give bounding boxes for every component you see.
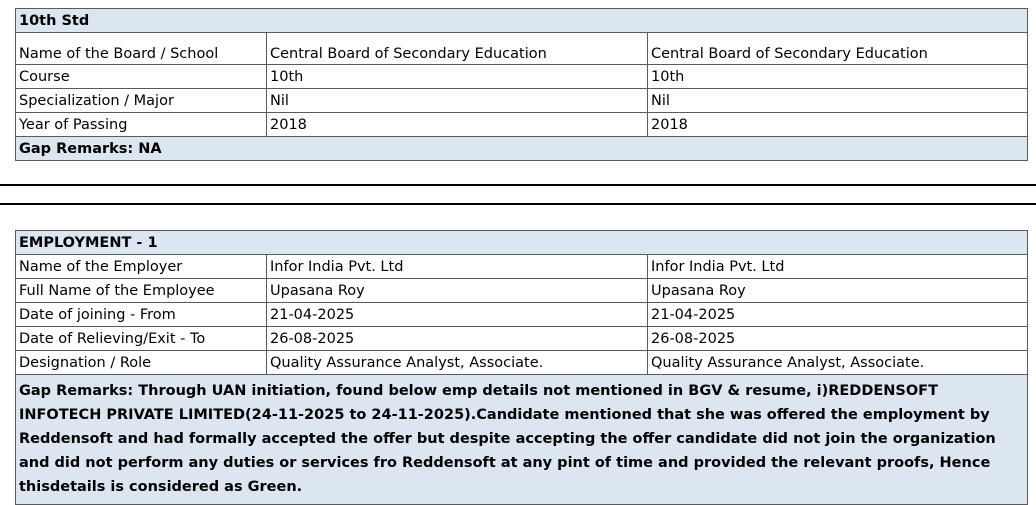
row-label: Date of Relieving/Exit - To: [16, 327, 267, 351]
row-label: Year of Passing: [16, 113, 267, 137]
row-value-2: Quality Assurance Analyst, Associate.: [648, 351, 1028, 375]
row-value-1: Nil: [267, 89, 648, 113]
row-value-1: 2018: [267, 113, 648, 137]
employment-table: [15, 230, 1028, 505]
row-label: Designation / Role: [16, 351, 267, 375]
row-value-2: 2018: [648, 113, 1028, 137]
employment-gap-remarks: Gap Remarks: Through UAN initiation, found below emp details not mentioned in BGV & resume, i)REDDENSOFT INFOTECH PRIVATE LIMITED(24-11-2025 to 24-11-2025).Candidate mentioned that she was offered the employment by Reddensoft and had formally accepted the offer but despite accepting the offer candidate did not join the organization and did not perform any duties or services fro Reddensoft at any pint of time and provided the relevant proofs, Hence thisdetails is considered as Green.: [16, 375, 1028, 505]
row-value-2: Central Board of Secondary Education: [648, 33, 1028, 65]
row-value-2: Upasana Roy: [648, 279, 1028, 303]
education-table: [15, 8, 1028, 161]
row-label: Date of joining - From: [16, 303, 267, 327]
divider-line: [0, 203, 1036, 205]
row-label: Name of the Board / School: [16, 33, 267, 65]
row-value-2: 21-04-2025: [648, 303, 1028, 327]
table-row: [16, 89, 1028, 113]
row-value-2: Infor India Pvt. Ltd: [648, 255, 1028, 279]
divider-line: [0, 184, 1036, 186]
education-gap-remarks: Gap Remarks: NA: [16, 137, 1028, 161]
row-value-1: 10th: [267, 65, 648, 89]
row-value-2: 26-08-2025: [648, 327, 1028, 351]
row-value-1: Upasana Roy: [267, 279, 648, 303]
education-title: 10th Std: [16, 9, 1028, 33]
row-label: Full Name of the Employee: [16, 279, 267, 303]
table-row: [16, 279, 1028, 303]
table-row: [16, 113, 1028, 137]
row-value-1: Central Board of Secondary Education: [267, 33, 648, 65]
row-label: Course: [16, 65, 267, 89]
row-value-1: 21-04-2025: [267, 303, 648, 327]
row-value-1: 26-08-2025: [267, 327, 648, 351]
table-row: [16, 303, 1028, 327]
table-row: [16, 33, 1028, 65]
row-value-1: Quality Assurance Analyst, Associate.: [267, 351, 648, 375]
row-label: Specialization / Major: [16, 89, 267, 113]
table-row: [16, 65, 1028, 89]
row-value-1: Infor India Pvt. Ltd: [267, 255, 648, 279]
row-value-2: 10th: [648, 65, 1028, 89]
row-value-2: Nil: [648, 89, 1028, 113]
employment-title: EMPLOYMENT - 1: [16, 231, 1028, 255]
table-row: [16, 327, 1028, 351]
row-label: Name of the Employer: [16, 255, 267, 279]
table-row: [16, 351, 1028, 375]
table-row: [16, 255, 1028, 279]
